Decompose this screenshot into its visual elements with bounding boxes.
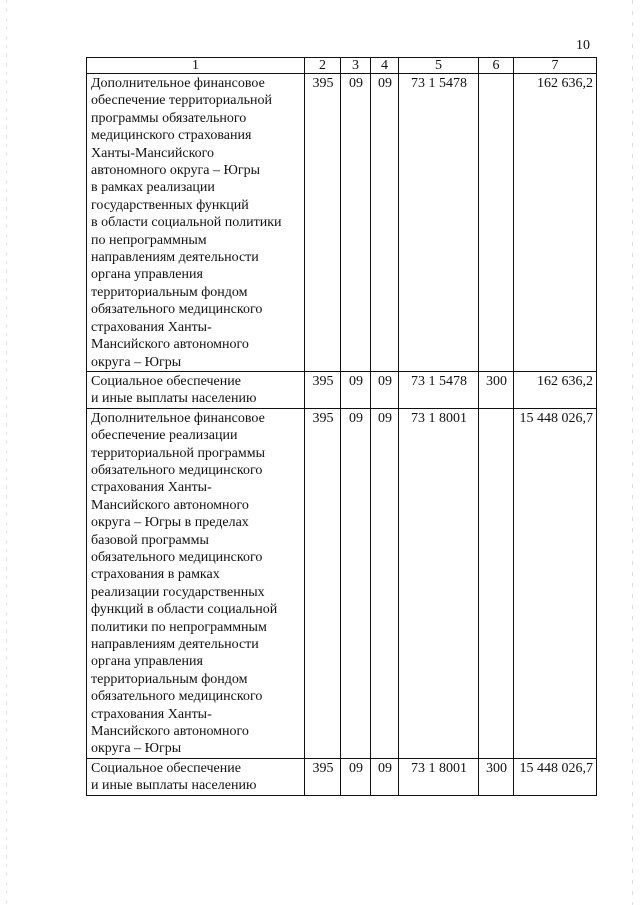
item-name-line: обеспечение реализации [91,428,238,444]
item-name-line: и иные выплаты населению [91,778,257,794]
item-name-cell [87,408,305,758]
target-article-cell: 73 1 8001 [399,758,479,795]
item-name-line: страхования Ханты- [91,319,212,335]
expense-type-cell [479,74,514,372]
item-name-line: Социальное обеспечение [91,760,241,776]
amount-cell: 15 448 026,7 [514,758,597,795]
expense-type-cell [479,408,514,758]
amount-cell: 162 636,2 [514,371,597,408]
expense-type-cell: 300 [479,758,514,795]
item-name-line: страхования Ханты- [91,480,212,496]
item-name-line: в рамках реализации [91,180,215,196]
item-name-line: Ханты-Мансийского [91,145,215,161]
item-name-line: обязательного медицинского [91,689,263,705]
item-name-line: страхования Ханты- [91,706,212,722]
item-name-line: органа управления [91,267,203,283]
header-cell: 6 [479,58,514,74]
subsection-code-cell: 09 [371,371,399,408]
table-body [87,74,597,796]
target-article-cell: 73 1 8001 [399,408,479,758]
header-cell: 7 [514,58,597,74]
header-cell: 2 [305,58,341,74]
item-name-line: страхования в рамках [91,567,220,583]
item-name-line: и иные выплаты населению [91,391,257,407]
item-name-line: Социальное обеспечение [91,373,241,389]
department-code-cell: 395 [305,408,341,758]
item-name-cell [87,371,305,408]
item-name-line: функций в области социальной [91,602,278,618]
section-code-cell: 09 [341,408,371,758]
item-name-line: Дополнительное финансовое [91,76,265,91]
item-name-line: обеспечение территориальной [91,93,272,109]
item-name-line: в области социальной политики [91,215,282,231]
amount-cell: 15 448 026,7 [514,408,597,758]
item-name-line: медицинского страхования [91,128,252,144]
item-name-line: Дополнительное финансовое [91,410,265,426]
item-name-line: округа – Югры [91,354,182,370]
item-name-line: округа – Югры в пределах [91,515,249,531]
section-code-cell: 09 [341,371,371,408]
subsection-code-cell: 09 [371,74,399,372]
item-name-line: обязательного медицинского [91,462,263,478]
scan-edge-left [6,0,7,905]
item-name-line: обязательного медицинского [91,549,263,565]
amount-cell: 162 636,2 [514,74,597,372]
item-name-line: территориальной программы [91,445,266,461]
item-name-line: Мансийского автономного [91,337,249,353]
scan-edge-right [632,0,633,905]
section-code-cell: 09 [341,758,371,795]
item-name-line: по непрограммным [91,232,207,248]
target-article-cell: 73 1 5478 [399,371,479,408]
item-name-line: направлениям деятельности [91,250,259,266]
subsection-code-cell: 09 [371,408,399,758]
item-name-line: направлениям деятельности [91,637,259,652]
item-name-line: реализации государственных [91,584,265,600]
table-row [87,758,597,795]
item-name-line: органа управления [91,654,203,670]
item-name-line: обязательного медицинского [91,302,263,318]
item-name-line: автономного округа – Югры [91,163,260,179]
department-code-cell: 395 [305,371,341,408]
item-name-line: политики по непрограммным [91,619,267,635]
table-header-row [87,58,597,74]
table-row [87,74,597,372]
section-code-cell: 09 [341,74,371,372]
target-article-cell: 73 1 5478 [399,74,479,372]
item-name-line: программы обязательного [91,110,247,126]
item-name-line: государственных функций [91,197,249,213]
header-cell: 3 [341,58,371,74]
table-row [87,408,597,758]
department-code-cell: 395 [305,758,341,795]
subsection-code-cell: 09 [371,758,399,795]
item-name-line: округа – Югры [91,741,182,757]
header-cell: 5 [399,58,479,74]
header-cell: 1 [87,58,305,74]
item-name-line: территориальным фондом [91,671,248,687]
page-number: 10 [576,38,590,53]
department-code-cell: 395 [305,74,341,372]
item-name-line: базовой программы [91,532,209,548]
item-name-line: территориальным фондом [91,284,248,300]
header-cell: 4 [371,58,399,74]
table-row [87,371,597,408]
item-name-cell [87,758,305,795]
budget-table [86,57,597,796]
expense-type-cell: 300 [479,371,514,408]
item-name-line: Мансийского автономного [91,497,249,513]
item-name-cell [87,74,305,372]
item-name-line: Мансийского автономного [91,724,249,740]
